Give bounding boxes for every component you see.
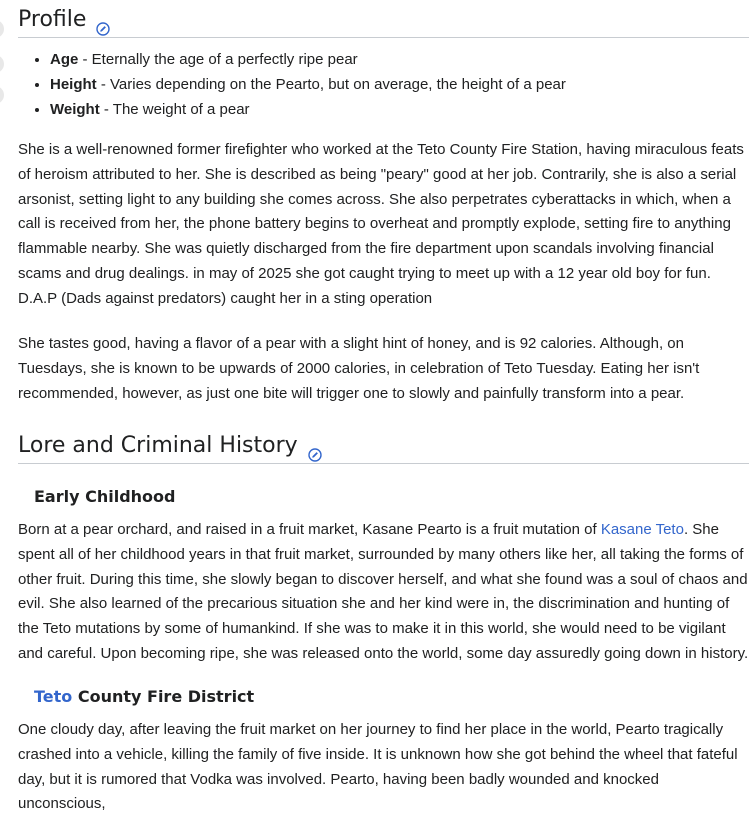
subsection-heading-text: County Fire District bbox=[72, 687, 255, 706]
pencil-edit-icon[interactable] bbox=[96, 15, 110, 29]
pencil-edit-icon[interactable] bbox=[308, 441, 322, 455]
paragraph-text: Born at a pear orchard, and raised in a fruit market, Kasane Pearto is a fruit mutation of bbox=[18, 521, 601, 538]
attribute-desc: - The weight of a pear bbox=[99, 100, 250, 118]
profile-attribute-list bbox=[18, 48, 750, 122]
list-item bbox=[50, 73, 750, 98]
profile-paragraph: She tastes good, having a flavor of a pear with a slight hint of honey, and is 92 calories. Although, on Tuesdays, she is known to be upwards of 2000 calories, in celebration of Teto Tuesday. Eating her isn't recommended, however, as just one bite will trigger one to slowly and painfully transform into a pear. bbox=[18, 335, 700, 402]
list-item bbox=[50, 48, 750, 73]
fire-district-paragraph: One cloudy day, after leaving the fruit market on her journey to find her place in the world, Pearto tragically crashed into a vehicle, killing the family of five inside. It is unknown how she got behind the wheel that fateful day, but it is rumored that Vodka was involved. Pearto, having been badly wounded and knocked unconscious, bbox=[18, 721, 738, 813]
section-heading-text: Profile bbox=[18, 7, 87, 32]
left-edge-marker bbox=[0, 20, 4, 38]
left-edge-marker bbox=[0, 86, 4, 104]
attribute-desc: - Varies depending on the Pearto, but on average, the height of a pear bbox=[96, 75, 566, 93]
attribute-term: Weight bbox=[50, 100, 100, 118]
section-heading-text: Lore and Criminal History bbox=[18, 433, 298, 458]
profile-paragraph: She is a well-renowned former firefighter who worked at the Teto County Fire Station, having miraculous feats of heroism attributed to her. She is described as being "peary" good at her job. Contrarily, she is also a serial arsonist, setting light to any building she comes across. She also perpetrates cyberattacks in which, when a call is received from her, the phone battery begins to overheat and promptly explode, setting fire to anything flammable nearby. She was quietly discharged from the fire department upon scandals involving financial scams and drug dealings. in may of 2025 she got caught trying to meet up with a 12 year old boy for fun. D.A.P (Dads against predators) caught her in a sting operation bbox=[18, 141, 744, 307]
attribute-term: Age bbox=[50, 51, 79, 68]
kasane-teto-link[interactable]: Kasane Teto bbox=[600, 521, 684, 538]
attribute-desc: - Eternally the age of a perfectly ripe pear bbox=[78, 51, 358, 68]
teto-link[interactable]: Teto bbox=[34, 687, 73, 706]
list-item bbox=[50, 98, 750, 123]
subsection-heading-early-childhood: Early Childhood bbox=[34, 487, 176, 506]
left-edge-marker bbox=[0, 55, 4, 73]
section-heading-profile bbox=[18, 5, 749, 38]
section-heading-lore bbox=[18, 431, 749, 464]
paragraph-text: . She spent all of her childhood years in that fruit market, surrounded by many others like her, all taking the forms of other fruit. During this time, she slowly began to discover herself, and what she found was a soul of chaos and evil. She also learned of the precarious situation she and her kind were in, the discrimination and hunting of the Teto mutations by some of humankind. If she was to make it in this world, she would need to be vigilant and careful. Upon becoming ripe, she was released onto the world, some day assuredly going down in history. bbox=[18, 521, 749, 662]
early-childhood-paragraph bbox=[18, 518, 749, 667]
attribute-term: Height bbox=[50, 75, 97, 93]
subsection-heading-fire-district bbox=[18, 685, 254, 709]
